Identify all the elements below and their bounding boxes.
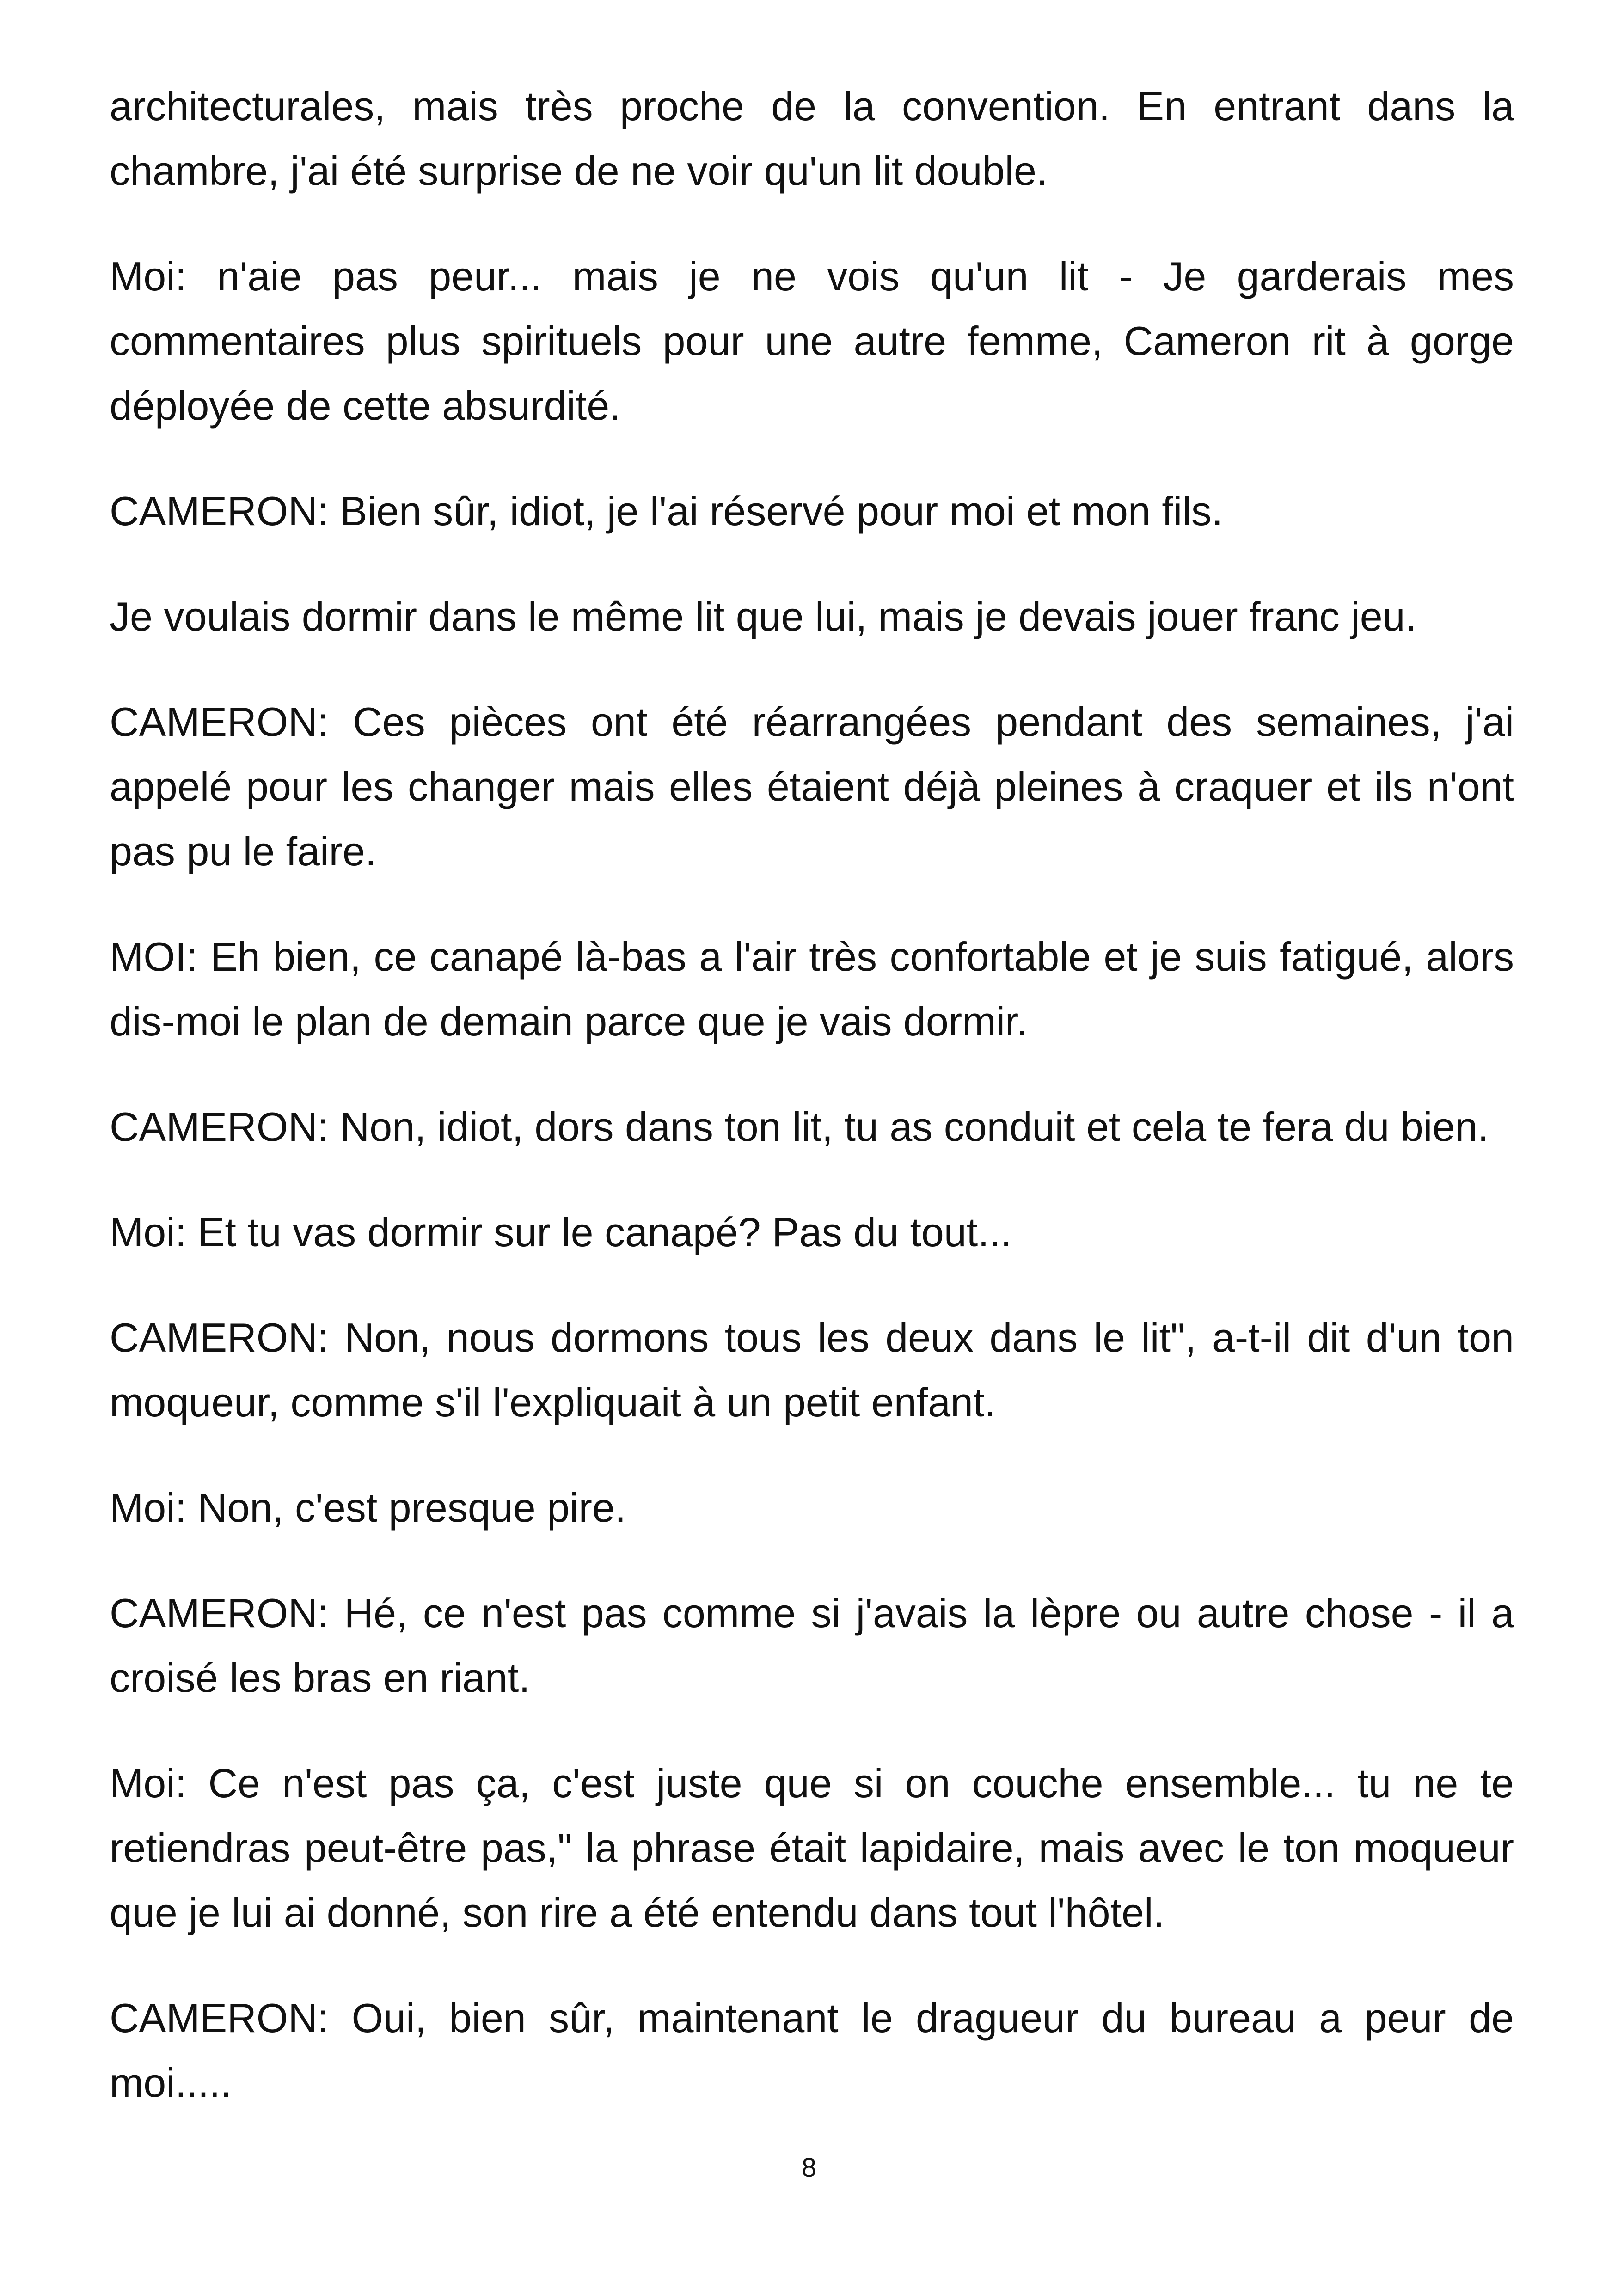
paragraph-10: Moi: Non, c'est presque pire. [110, 1485, 626, 1531]
paragraph-7: CAMERON: Non, idiot, dors dans ton lit, tu as conduit et cela te fera du bien. [110, 1104, 1489, 1150]
paragraph-3: CAMERON: Bien sûr, idiot, je l'ai réservé pour moi et mon fils. [110, 488, 1223, 534]
paragraph-5: CAMERON: Ces pièces ont été réarrangées pendant des semaines, j'ai appelé pour les changer mais elles étaient déjà pleines à craquer et ils n'ont pas pu le faire. [110, 699, 1514, 874]
body-text [110, 74, 1514, 2156]
paragraph-1: architecturales, mais très proche de la convention. En entrant dans la chambre, j'ai été surprise de ne voir qu'un lit double. [110, 83, 1514, 194]
paragraph-8: Moi: Et tu vas dormir sur le canapé? Pas du tout... [110, 1209, 1012, 1255]
page-number: 8 [801, 2153, 817, 2183]
paragraph-11: CAMERON: Hé, ce n'est pas comme si j'avais la lèpre ou autre chose - il a croisé les bras en riant. [110, 1590, 1514, 1701]
paragraph-12: Moi: Ce n'est pas ça, c'est juste que si on couche ensemble... tu ne te retiendras peut-être pas," la phrase était lapidaire, mais avec le ton moqueur que je lui ai donné, son rire a été entendu dans tout l'hôtel. [110, 1760, 1514, 1935]
paragraph-2: Moi: n'aie pas peur... mais je ne vois qu'un lit - Je garderais mes commentaires plus spirituels pour une autre femme, Cameron rit à gorge déployée de cette absurdité. [110, 253, 1514, 429]
paragraph-6: MOI: Eh bien, ce canapé là-bas a l'air très confortable et je suis fatigué, alors dis-moi le plan de demain parce que je vais dormir. [110, 934, 1514, 1044]
paragraph-4: Je voulais dormir dans le même lit que lui, mais je devais jouer franc jeu. [110, 594, 1417, 639]
paragraph-9: CAMERON: Non, nous dormons tous les deux dans le lit", a-t-il dit d'un ton moqueur, comme s'il l'expliquait à un petit enfant. [110, 1315, 1514, 1425]
paragraph-13: CAMERON: Oui, bien sûr, maintenant le dragueur du bureau a peur de moi..... [110, 1995, 1514, 2106]
